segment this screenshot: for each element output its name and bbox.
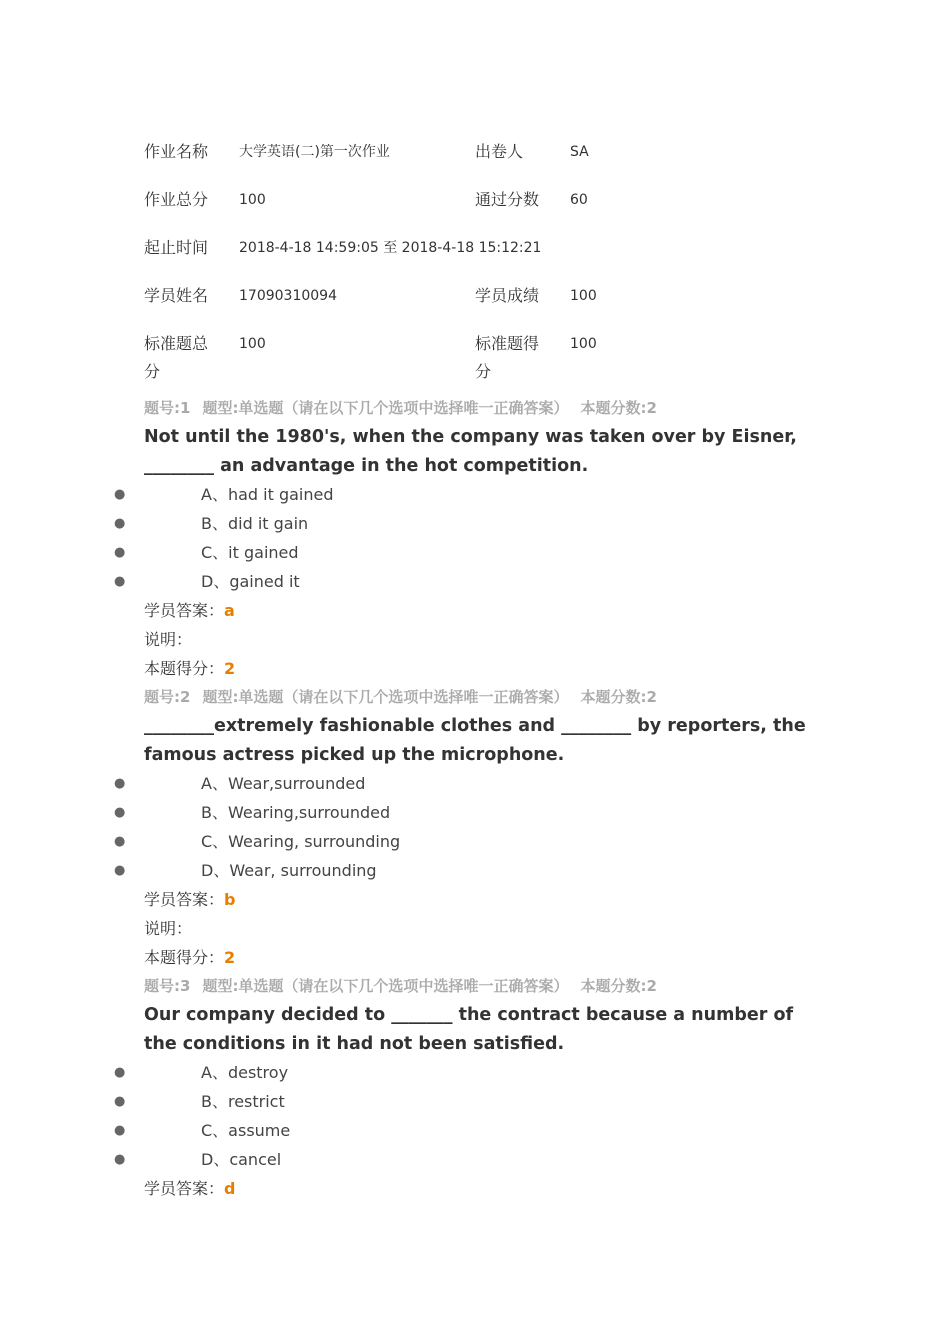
- question-header: [144, 394, 824, 423]
- homework-name-label: 作业名称: [144, 142, 209, 161]
- question-score-value: 2: [224, 948, 236, 967]
- explanation-label: 说明：: [144, 919, 193, 938]
- option-c: [114, 827, 824, 856]
- student-name-label: 学员姓名: [144, 286, 209, 305]
- student-name-value: 17090310094: [239, 288, 337, 304]
- question-2: [114, 683, 824, 972]
- option-b: [114, 509, 824, 538]
- explanation: [144, 914, 824, 943]
- option-d: [114, 1145, 824, 1174]
- time-range-label: 起止时间: [144, 238, 209, 257]
- student-answer-label: 学员答案：: [144, 601, 225, 620]
- info-row-score: [144, 182, 804, 230]
- standard-score-label: 标准题得分: [475, 334, 540, 381]
- question-type: 题型:单选题（请在以下几个选项中选择唯一正确答案）: [202, 688, 569, 706]
- question-points: 本题分数:2: [580, 688, 657, 706]
- student-answer-label: 学员答案：: [144, 1179, 225, 1198]
- student-answer-value: b: [224, 890, 236, 909]
- info-row-standard: [144, 326, 804, 382]
- question-number: 题号:2: [144, 688, 191, 706]
- question-score: [144, 654, 824, 683]
- option-list: [114, 769, 824, 885]
- option-text: B、Wearing,surrounded: [201, 803, 391, 822]
- info-row-student: [144, 278, 804, 326]
- option-a: [114, 1058, 824, 1087]
- question-score-label: 本题得分：: [144, 948, 225, 967]
- option-text: C、assume: [201, 1121, 291, 1140]
- option-list: [114, 480, 824, 596]
- student-answer: [144, 1174, 824, 1203]
- option-text: A、destroy: [201, 1063, 289, 1082]
- option-c: [114, 1116, 824, 1145]
- bullet-icon: ●: [114, 1123, 126, 1138]
- student-answer-label: 学员答案：: [144, 890, 225, 909]
- question-type: 题型:单选题（请在以下几个选项中选择唯一正确答案）: [202, 977, 569, 995]
- bullet-icon: ●: [114, 805, 126, 820]
- student-answer-value: d: [224, 1179, 236, 1198]
- total-score-label: 作业总分: [144, 190, 209, 209]
- standard-total-value: 100: [239, 336, 266, 352]
- bullet-icon: ●: [114, 1152, 126, 1167]
- bullet-icon: ●: [114, 487, 126, 502]
- standard-total-label: 标准题总分: [144, 334, 209, 381]
- bullet-icon: ●: [114, 545, 126, 560]
- question-points: 本题分数:2: [580, 399, 657, 417]
- question-stem: Not until the 1980's, when the company was taken over by Eisner, ________ an advantage in the hot competition.: [144, 427, 797, 476]
- pass-score-label: 通过分数: [475, 190, 540, 209]
- standard-score-value: 100: [570, 336, 597, 352]
- student-answer: [144, 596, 824, 625]
- author-label: 出卷人: [475, 142, 524, 161]
- option-text: D、cancel: [201, 1150, 282, 1169]
- option-a: [114, 480, 824, 509]
- option-text: B、restrict: [201, 1092, 285, 1111]
- student-answer: [144, 885, 824, 914]
- pass-score-value: 60: [570, 192, 588, 208]
- option-text: C、Wearing, surrounding: [201, 832, 401, 851]
- info-row-title: [144, 134, 804, 182]
- option-d: [114, 856, 824, 885]
- option-text: A、had it gained: [201, 485, 334, 504]
- option-b: [114, 798, 824, 827]
- bullet-icon: ●: [114, 516, 126, 531]
- student-score-value: 100: [570, 288, 597, 304]
- question-type: 题型:单选题（请在以下几个选项中选择唯一正确答案）: [202, 399, 569, 417]
- option-text: C、it gained: [201, 543, 299, 562]
- bullet-icon: ●: [114, 574, 126, 589]
- question-number: 题号:1: [144, 399, 191, 417]
- bullet-icon: ●: [114, 1065, 126, 1080]
- option-text: D、gained it: [201, 572, 300, 591]
- student-answer-value: a: [224, 601, 235, 620]
- homework-info-table: [144, 134, 804, 382]
- question-list: [114, 394, 824, 1203]
- option-a: [114, 769, 824, 798]
- question-header: [144, 683, 824, 712]
- option-c: [114, 538, 824, 567]
- option-b: [114, 1087, 824, 1116]
- total-score-value: 100: [239, 192, 266, 208]
- option-list: [114, 1058, 824, 1174]
- bullet-icon: ●: [114, 834, 126, 849]
- option-d: [114, 567, 824, 596]
- question-stem: Our company decided to _______ the contract because a number of the conditions in it had not been satisfied.: [144, 1005, 794, 1054]
- question-stem: ________extremely fashionable clothes and ________ by reporters, the famous actress picked up the microphone.: [144, 716, 806, 765]
- question-score-value: 2: [224, 659, 236, 678]
- info-row-time: [144, 230, 804, 278]
- author-value: SA: [570, 144, 589, 160]
- bullet-icon: ●: [114, 863, 126, 878]
- question-3: [114, 972, 824, 1203]
- explanation-label: 说明：: [144, 630, 193, 649]
- question-number: 题号:3: [144, 977, 191, 995]
- question-score-label: 本题得分：: [144, 659, 225, 678]
- question-points: 本题分数:2: [580, 977, 657, 995]
- option-text: B、did it gain: [201, 514, 309, 533]
- question-header: [144, 972, 824, 1001]
- option-text: D、Wear, surrounding: [201, 861, 377, 880]
- explanation: [144, 625, 824, 654]
- option-text: A、Wear,surrounded: [201, 774, 366, 793]
- bullet-icon: ●: [114, 1094, 126, 1109]
- question-1: [114, 394, 824, 683]
- homework-name-value: 大学英语(二)第一次作业: [239, 144, 390, 160]
- bullet-icon: ●: [114, 776, 126, 791]
- time-range-value: 2018-4-18 14:59:05 至 2018-4-18 15:12:21: [239, 240, 542, 256]
- question-score: [144, 943, 824, 972]
- student-score-label: 学员成绩: [475, 286, 540, 305]
